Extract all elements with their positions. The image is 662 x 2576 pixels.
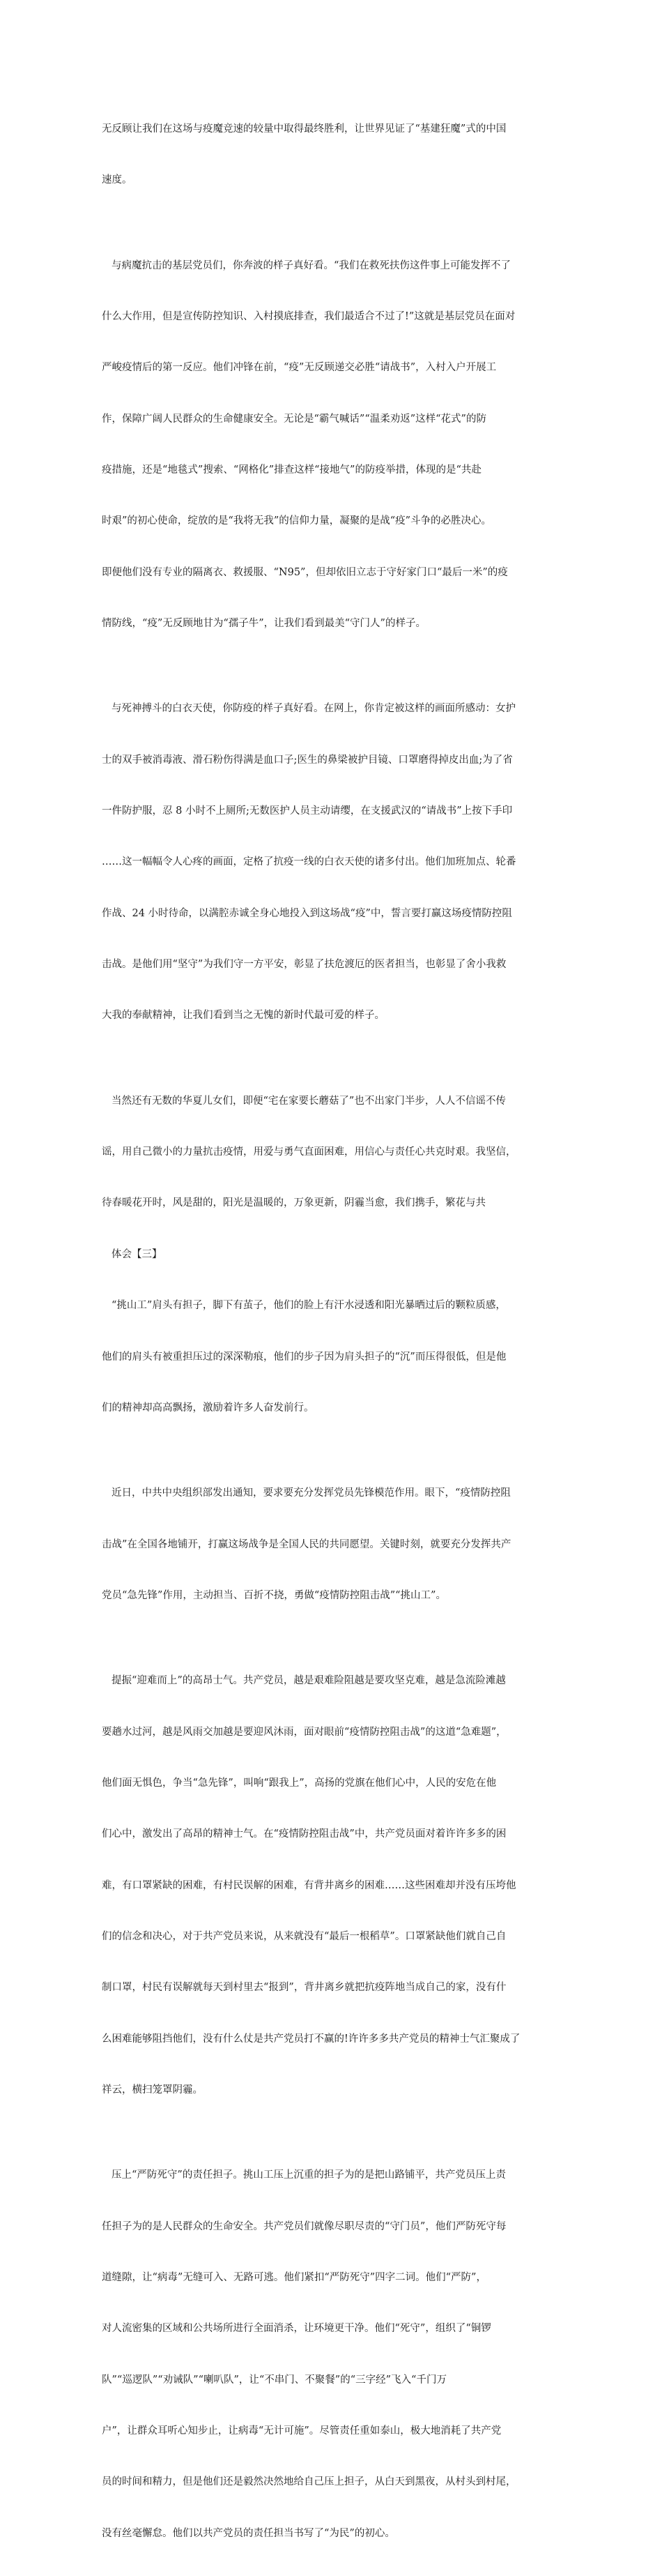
text-line: 即便他们没有专业的隔离衣、救援服、“N95”，但却依旧立志于守好家门口“最后一米”的疫 [102, 566, 508, 578]
paragraph [102, 86, 562, 223]
text-line-content: 近日，中共中央组织部发出通知，要求要充分发挥党员先锋模范作用。眼下，“疫情防控阻 [111, 1487, 511, 1499]
paragraph [102, 1263, 562, 1450]
text-line: 们的精神却高高飘扬，激励着许多人奋发前行。 [102, 1402, 314, 1414]
text-line-content: 提振“迎难而上”的高昂士气。共产党员，越是艰难险阻越是要攻坚克难，越是急流险滩越 [111, 1675, 506, 1687]
text-line: 要趟水过河，越是风雨交加越是要迎风沐雨，面对眼前“疫情防控阻击战”的这道“急难题”， [102, 1726, 507, 1738]
text-line: 没有丝毫懈怠。他们以共产党员的责任担当书写了“为民”的初心。 [102, 2527, 395, 2539]
text-line: 制口罩，村民有误解就每天到村里去“报到”，背井离乡就把抗疫阵地当成自己的家，没有什 [102, 1982, 507, 1994]
text-line: 户”，让群众耳听心知步止，让病毒“无计可施”。尽管责任重如泰山，极大地消耗了共产党 [102, 2425, 502, 2437]
text-line: 难，有口罩紧缺的困难，有村民误解的困难，有背井离乡的困难……这些困难却并没有压垮他 [102, 1879, 516, 1891]
text-line-content: 与死神搏斗的白衣天使，你防疫的样子真好看。在网上，你肯定被这样的画面所感动：女护 [111, 703, 516, 715]
text-line: 对人流密集的区域和公共场所进行全面消杀，让环境更干净。他们“死守”，组织了“铜锣 [102, 2323, 491, 2335]
text-line-content: “挑山工”肩头有担子，脚下有茧子，他们的脸上有汗水浸透和阳光暴晒过后的颗粒质感， [111, 1300, 506, 1312]
text-line: 击战。是他们用“坚守”为我们守一方平安，彰显了扶危渡厄的医者担当，也彰显了舍小我救 [102, 959, 507, 971]
text-line-content: 压上“严防死守”的责任担子。挑山工压上沉重的担子为的是把山路铺平，共产党员压上责 [111, 2169, 506, 2181]
text-line: 大我的奉献精神，让我们看到当之无愧的新时代最可爱的样子。 [102, 1010, 385, 1022]
text-line: 击战”在全国各地铺开，打赢这场战争是全国人民的共同愿望。关键时刻，就要充分发挥共产 [102, 1538, 511, 1550]
text-line [102, 1297, 562, 1314]
text-line: 作战、24 小时待命，以满腔赤诚全身心地投入到这场战“疫”中，誓言要打赢这场疫情防控阻 [102, 907, 512, 919]
paragraph [102, 666, 562, 1058]
text-line: ……这一幅幅令人心疼的画面，定格了抗疫一线的白衣天使的诸多付出。他们加班加点、轮番 [102, 856, 516, 868]
text-line: 他们的肩头有被重担压过的深深勒痕，他们的步子因为肩头担子的“沉”而压得很低，但是他 [102, 1351, 507, 1363]
paragraph [102, 223, 562, 667]
section-heading-text: 体会【三】 [111, 1248, 162, 1260]
text-line: 时艰”的初心使命，绽放的是“我将无我”的信仰力量，凝聚的是战“疫”斗争的必胜决心。 [102, 515, 492, 527]
text-line: 情防线，“疫”无反顾地甘为“孺子牛”，让我们看到最美“守门人”的样子。 [102, 618, 426, 630]
text-line [102, 700, 562, 717]
text-line [102, 1093, 562, 1109]
text-line: 么困难能够阻挡他们，没有什么仗是共产党员打不赢的!许许多多共产党员的精神士气汇聚成了 [102, 2033, 521, 2045]
text-line: 什么大作用，但是宣传防控知识、入村摸底排查，我们最适合不过了!”这就是基层党员在面对 [102, 310, 516, 322]
text-line: 队”“巡逻队”“劝诫队”“喇叭队”，让“不串门、不聚餐”的“三字经”飞入“千门万 [102, 2374, 447, 2386]
text-line [102, 257, 562, 274]
text-line: 作，保障广阔人民群众的生命健康安全。无论是“霸气喊话”“温柔劝返”这样“花式”的防 [102, 413, 486, 425]
text-line: 们的信念和决心，对于共产党员来说，从来就没有“最后一根稻草”。口罩紧缺他们就自己自 [102, 1930, 507, 1942]
text-line: 速度。 [102, 174, 132, 186]
text-line: 道缝隙，让“病毒”无缝可入、无路可逃。他们紧扣“严防死守”四字二词。他们“严防”， [102, 2272, 486, 2283]
paragraph [102, 1059, 562, 1246]
text-line-content: 与病魔抗击的基层党员们，你奔波的样子真好看。“我们在救死扶伤这件事上可能发挥不了 [111, 259, 511, 271]
paragraph [102, 2132, 562, 2576]
text-line: 严峻疫情后的第一反应。他们冲锋在前，“疫”无反顾递交必胜“请战书”，入村入户开展工 [102, 362, 497, 374]
text-line: 任担子为的是人民群众的生命安全。共产党员们就像尽职尽责的“守门员”，他们严防死守每 [102, 2220, 507, 2232]
text-line: 一件防护服，忍 8 小时不上厕所;无数医护人员主动请缨，在支援武汉的“请战书”上按下手印 [102, 805, 513, 817]
document-body [102, 86, 562, 2576]
text-line: 员的时间和精力，但是他们还是毅然决然地给自己压上担子，从白天到黑夜，从村头到村尾， [102, 2476, 516, 2488]
text-line: 士的双手被消毒液、滑石粉伤得满是血口子;医生的鼻梁被护目镜、口罩磨得掉皮出血;为了省 [102, 754, 513, 766]
section-heading [102, 1246, 562, 1263]
text-line: 疫措施，还是“地毯式”搜索、“网格化”排查这样“接地气”的防疫举措，体现的是“共赴 [102, 464, 482, 476]
text-line [102, 1672, 562, 1689]
text-line-content: 当然还有无数的华夏儿女们，即便“宅在家要长蘑菇了”也不出家门半步，人人不信谣不传 [111, 1095, 506, 1107]
text-line: 祥云，横扫笼罩阴霾。 [102, 2084, 203, 2096]
text-line: 他们面无惧色，争当“急先锋”，叫响“跟我上”，高扬的党旗在他们心中，人民的安危在他 [102, 1777, 497, 1789]
text-line [102, 1485, 562, 1501]
paragraph [102, 1638, 562, 2132]
text-line: 们心中，激发出了高昂的精神士气。在“疫情防控阻击战”中，共产党员面对着许许多多的困 [102, 1828, 507, 1840]
text-line: 待春暖花开时，风是甜的，阳光是温暖的，万象更新，阴霾当愈，我们携手，繁花与共 [102, 1197, 486, 1209]
text-line [102, 2167, 562, 2183]
paragraph [102, 1450, 562, 1638]
text-line: 无反顾让我们在这场与疫魔竞速的较量中取得最终胜利，让世界见证了“基建狂魔”式的中国 [102, 123, 507, 135]
text-line: 党员“急先锋”作用，主动担当、百折不挠，勇做“疫情防控阻击战”“挑山工”。 [102, 1589, 446, 1601]
text-line: 谣，用自己微小的力量抗击疫情，用爱与勇气直面困难，用信心与责任心共克时艰。我坚信， [102, 1146, 516, 1158]
